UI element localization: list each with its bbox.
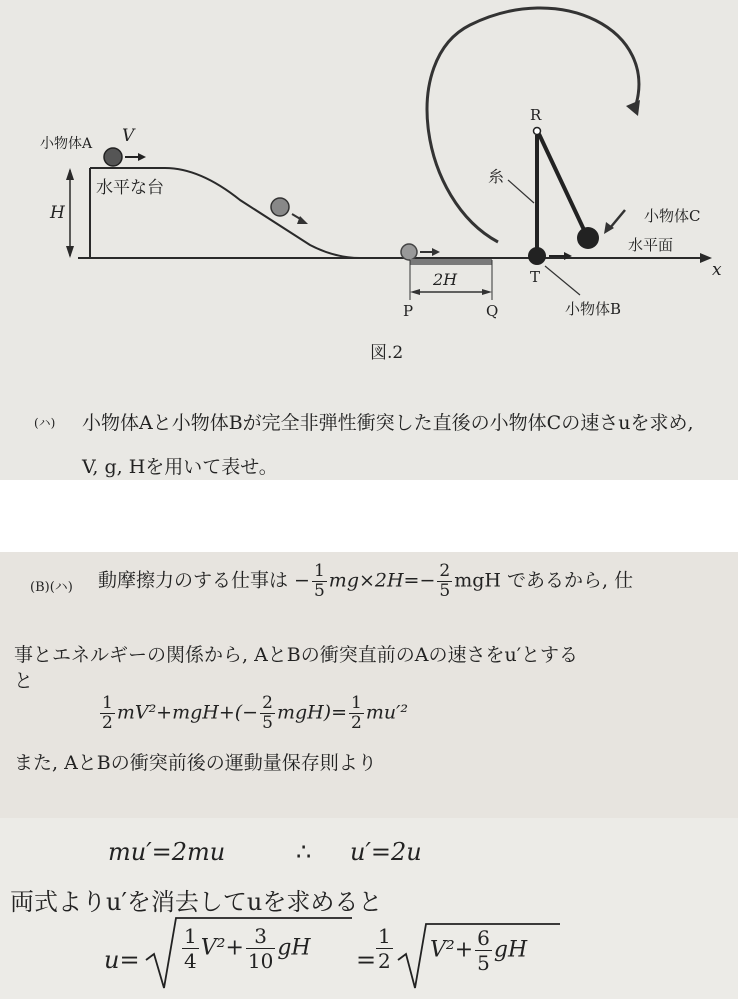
fraction-3-10: $\frac{3}{10}$ (247, 924, 274, 973)
object-a-ball (104, 148, 122, 166)
p-arrow-icon (432, 248, 440, 256)
obj-c-label: 小物体C (644, 207, 701, 225)
question-line-1: 小物体Aと小物体Bが完全非弾性衝突した直後の小物体Cの速さuを求め, (82, 412, 694, 434)
fraction-1-2-c: $\frac{1}{2}$ (378, 924, 391, 973)
eliminate-line: 両式よりu′を消去してuを求めると (10, 888, 383, 916)
swing-arrow-line (610, 210, 625, 228)
solution-panel-1 (0, 552, 738, 818)
radical-1-content (180, 924, 311, 973)
fraction-1-2-b: $\frac{1}{2}$ (351, 693, 362, 733)
circular-path-arc (427, 8, 639, 242)
string-label: 糸 (488, 167, 505, 186)
friction-text-b: mg×2H=− (328, 569, 436, 592)
h-label: H (50, 203, 65, 223)
energy-equation (98, 694, 408, 733)
velocity-v-arrow-icon (138, 153, 146, 161)
object-b-ball (528, 247, 546, 265)
surface-label: 水平面 (628, 236, 674, 254)
string-swing (539, 134, 585, 232)
ball-at-p (401, 244, 417, 260)
radical-1-mid: V²+ (200, 935, 244, 961)
x-label: x (712, 260, 722, 280)
energy-eq-text-c: mu′² (365, 701, 409, 724)
string-leader (508, 180, 534, 203)
radical-2-end: gH (493, 937, 528, 963)
obj-b-label: 小物体B (565, 300, 622, 318)
therefore-symbol: ∴ (296, 838, 312, 866)
momentum-line: また, AとBの衝突前後の運動量保存則より (14, 752, 377, 774)
friction-work-line (98, 562, 633, 601)
x-axis-arrow-icon (700, 253, 712, 263)
b-leader (545, 266, 580, 295)
platform-label: 水平な台 (96, 178, 164, 198)
p-label: P (403, 302, 414, 320)
h-arrow-up-icon (66, 168, 74, 180)
fraction-1-4: $\frac{1}{4}$ (184, 924, 197, 973)
figure-panel (0, 0, 738, 480)
pivot-r (534, 128, 541, 135)
radical-2-a: V²+ (430, 937, 474, 963)
fraction-1-2-a: $\frac{1}{2}$ (102, 693, 113, 733)
energy-eq-text-b: mgH)= (276, 701, 348, 724)
object-c-ball (577, 227, 599, 249)
to-line: と (14, 670, 34, 692)
radical-1-end: gH (277, 935, 311, 961)
radical-2-content (430, 926, 527, 975)
obj-a-label: 小物体A (40, 136, 93, 152)
fraction-2-5-b: $\frac{2}{5}$ (262, 693, 273, 733)
friction-text-a: 動摩擦力のする仕事は − (98, 569, 310, 592)
equals-sign: = (356, 946, 377, 974)
solution-marker: (B)(ハ) (30, 580, 73, 595)
q-label: Q (486, 302, 499, 320)
solution-panel-2 (0, 818, 738, 999)
momentum-eq-left: mu′=2mu (108, 838, 226, 866)
fraction-1-5: $\frac{1}{5}$ (313, 561, 325, 601)
energy-eq-text-a: mV²+mgH+(− (116, 701, 259, 724)
figure-caption: 図.2 (370, 343, 404, 363)
two-h-left-arrow-icon (410, 289, 420, 295)
fraction-2-5: $\frac{2}{5}$ (439, 561, 451, 601)
t-label: T (530, 268, 541, 286)
v-label: V (122, 126, 135, 146)
two-h-label: 2H (433, 270, 458, 289)
half-fraction-wrap (374, 924, 395, 973)
slope-ball (271, 198, 289, 216)
two-h-right-arrow-icon (482, 289, 492, 295)
fraction-6-5: $\frac{6}{5}$ (477, 926, 490, 975)
question-line-2: V, g, Hを用いて表せ。 (82, 456, 278, 478)
circular-path-arrow-icon (626, 100, 640, 116)
momentum-eq-right: u′=2u (350, 838, 422, 866)
u-equals: u= (104, 946, 140, 974)
question-marker: (ハ) (34, 416, 56, 430)
energy-relation-line: 事とエネルギーの関係から, AとBの衝突直前のAの速さをu′とする (14, 644, 579, 666)
friction-text-c: mgH であるから, 仕 (454, 569, 634, 592)
rough-region (410, 259, 492, 265)
h-arrow-down-icon (66, 246, 74, 258)
r-label: R (530, 106, 542, 124)
